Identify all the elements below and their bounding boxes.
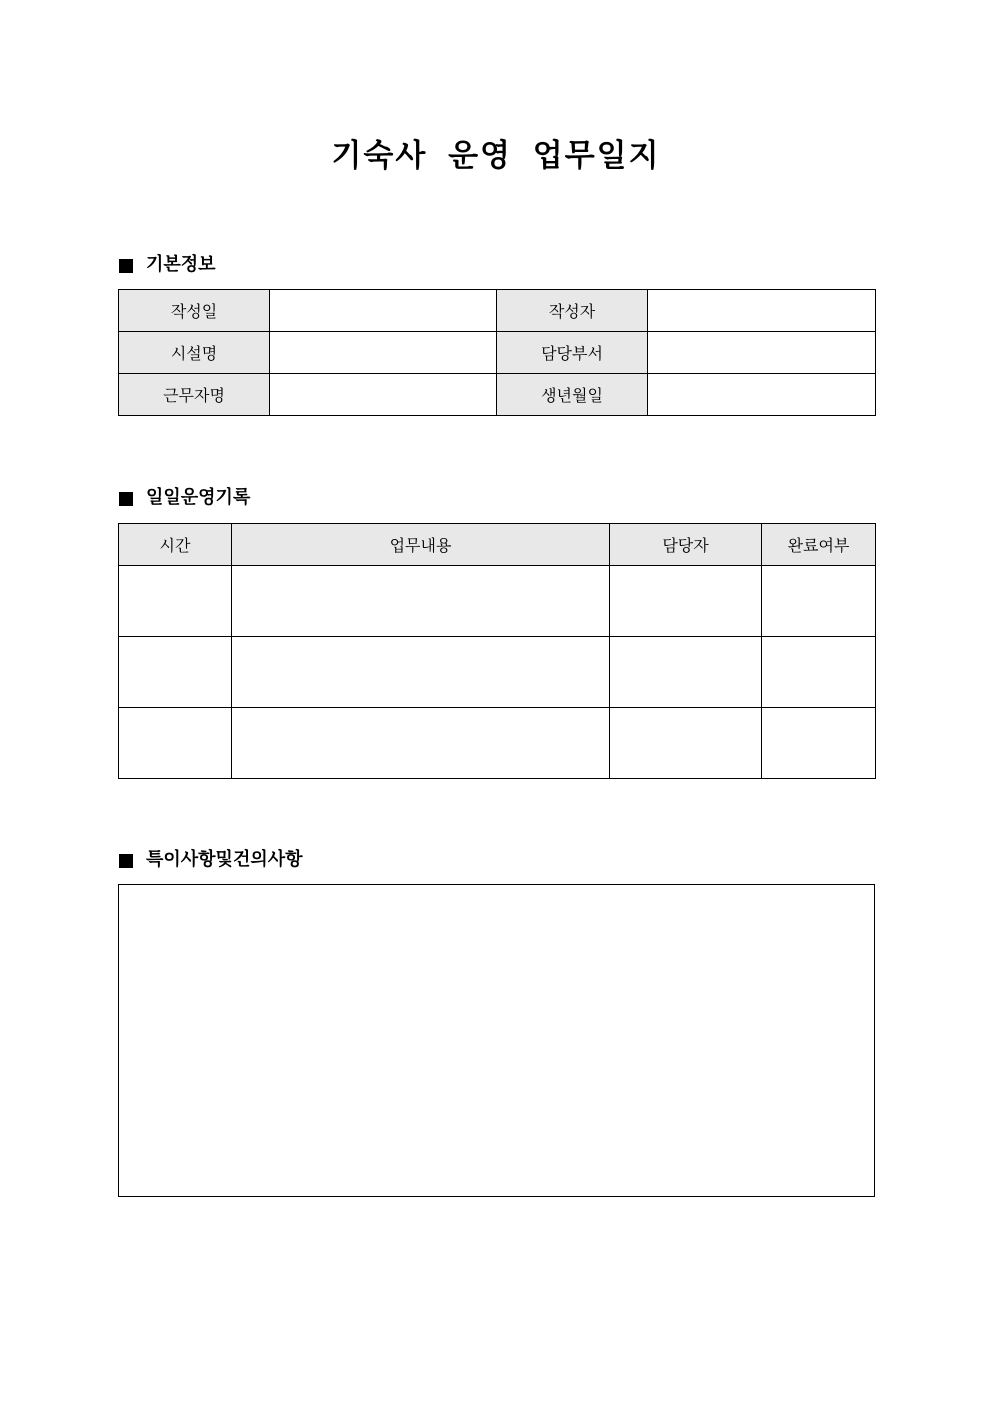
field-author[interactable]	[648, 290, 876, 332]
cell-task[interactable]	[232, 637, 610, 708]
column-header-completed: 완료여부	[762, 524, 876, 566]
section-heading-label: 일일운영기록	[146, 487, 251, 508]
label-author: 작성자	[497, 290, 648, 332]
table-row	[119, 332, 876, 374]
section-heading-basic-info	[119, 253, 216, 277]
notes-box[interactable]	[118, 884, 875, 1197]
field-birth-date[interactable]	[648, 374, 876, 416]
table-row	[119, 708, 876, 779]
page-title: 기숙사 운영 업무일지	[331, 138, 661, 174]
label-date-written: 작성일	[119, 290, 270, 332]
table-row	[119, 566, 876, 637]
basic-info-table	[118, 289, 876, 416]
square-bullet-icon	[119, 259, 133, 273]
cell-assignee[interactable]	[610, 708, 762, 779]
label-department: 담당부서	[497, 332, 648, 374]
column-header-time: 시간	[119, 524, 232, 566]
cell-task[interactable]	[232, 566, 610, 637]
section-heading-notes	[119, 848, 303, 872]
label-birth-date: 생년월일	[497, 374, 648, 416]
field-worker-name[interactable]	[270, 374, 497, 416]
label-facility-name: 시설명	[119, 332, 270, 374]
column-header-task: 업무내용	[232, 524, 610, 566]
cell-task[interactable]	[232, 708, 610, 779]
cell-assignee[interactable]	[610, 566, 762, 637]
field-date-written[interactable]	[270, 290, 497, 332]
section-heading-daily-log	[119, 486, 250, 510]
cell-completed[interactable]	[762, 637, 876, 708]
column-header-assignee: 담당자	[610, 524, 762, 566]
table-header-row	[119, 524, 876, 566]
field-facility-name[interactable]	[270, 332, 497, 374]
cell-time[interactable]	[119, 566, 232, 637]
section-heading-label: 기본정보	[146, 254, 216, 275]
square-bullet-icon	[119, 492, 133, 506]
cell-completed[interactable]	[762, 708, 876, 779]
table-row	[119, 637, 876, 708]
label-worker-name: 근무자명	[119, 374, 270, 416]
field-department[interactable]	[648, 332, 876, 374]
table-row	[119, 374, 876, 416]
cell-assignee[interactable]	[610, 637, 762, 708]
cell-time[interactable]	[119, 708, 232, 779]
cell-time[interactable]	[119, 637, 232, 708]
cell-completed[interactable]	[762, 566, 876, 637]
table-row	[119, 290, 876, 332]
daily-log-table	[118, 523, 876, 779]
square-bullet-icon	[119, 854, 133, 868]
section-heading-label: 특이사항및건의사항	[146, 849, 303, 870]
